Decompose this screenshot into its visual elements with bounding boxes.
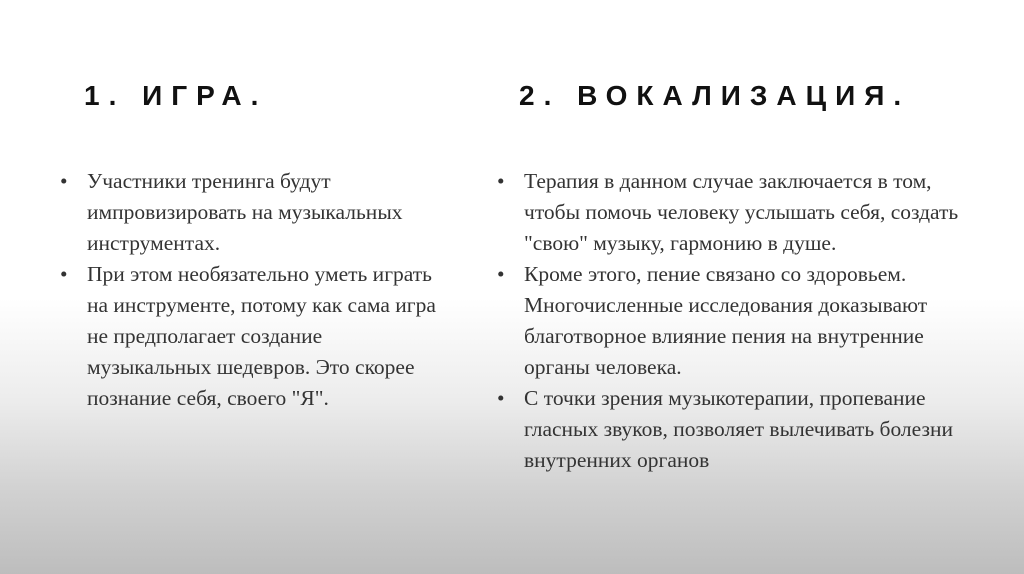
bullet-item: • При этом необязательно уметь играть на инструменте, потому как сама игра не предполагает создание музыкальных шедевров. Это скорее познание себя, своего "Я". [60, 259, 450, 414]
right-heading: 2. ВОКАЛИЗАЦИЯ. [519, 80, 911, 111]
right-bullet-list [497, 166, 992, 476]
left-bullet-list [60, 166, 450, 414]
bullet-item: • С точки зрения музыкотерапии, пропевание гласных звуков, позволяет вылечивать болезни внутренних органов [497, 383, 992, 476]
bullet-item: • Кроме этого, пение связано со здоровьем. Многочисленные исследования доказывают благотворное влияние пения на внутренние органы человека. [497, 259, 992, 383]
bullet-item: • Участники тренинга будут импровизировать на музыкальных инструментах. [60, 166, 450, 259]
bullet-item: • Терапия в данном случае заключается в том, чтобы помочь человеку услышать себя, создать "свою" музыку, гармонию в душе. [497, 166, 992, 259]
left-heading: 1. ИГРА. [84, 80, 268, 111]
